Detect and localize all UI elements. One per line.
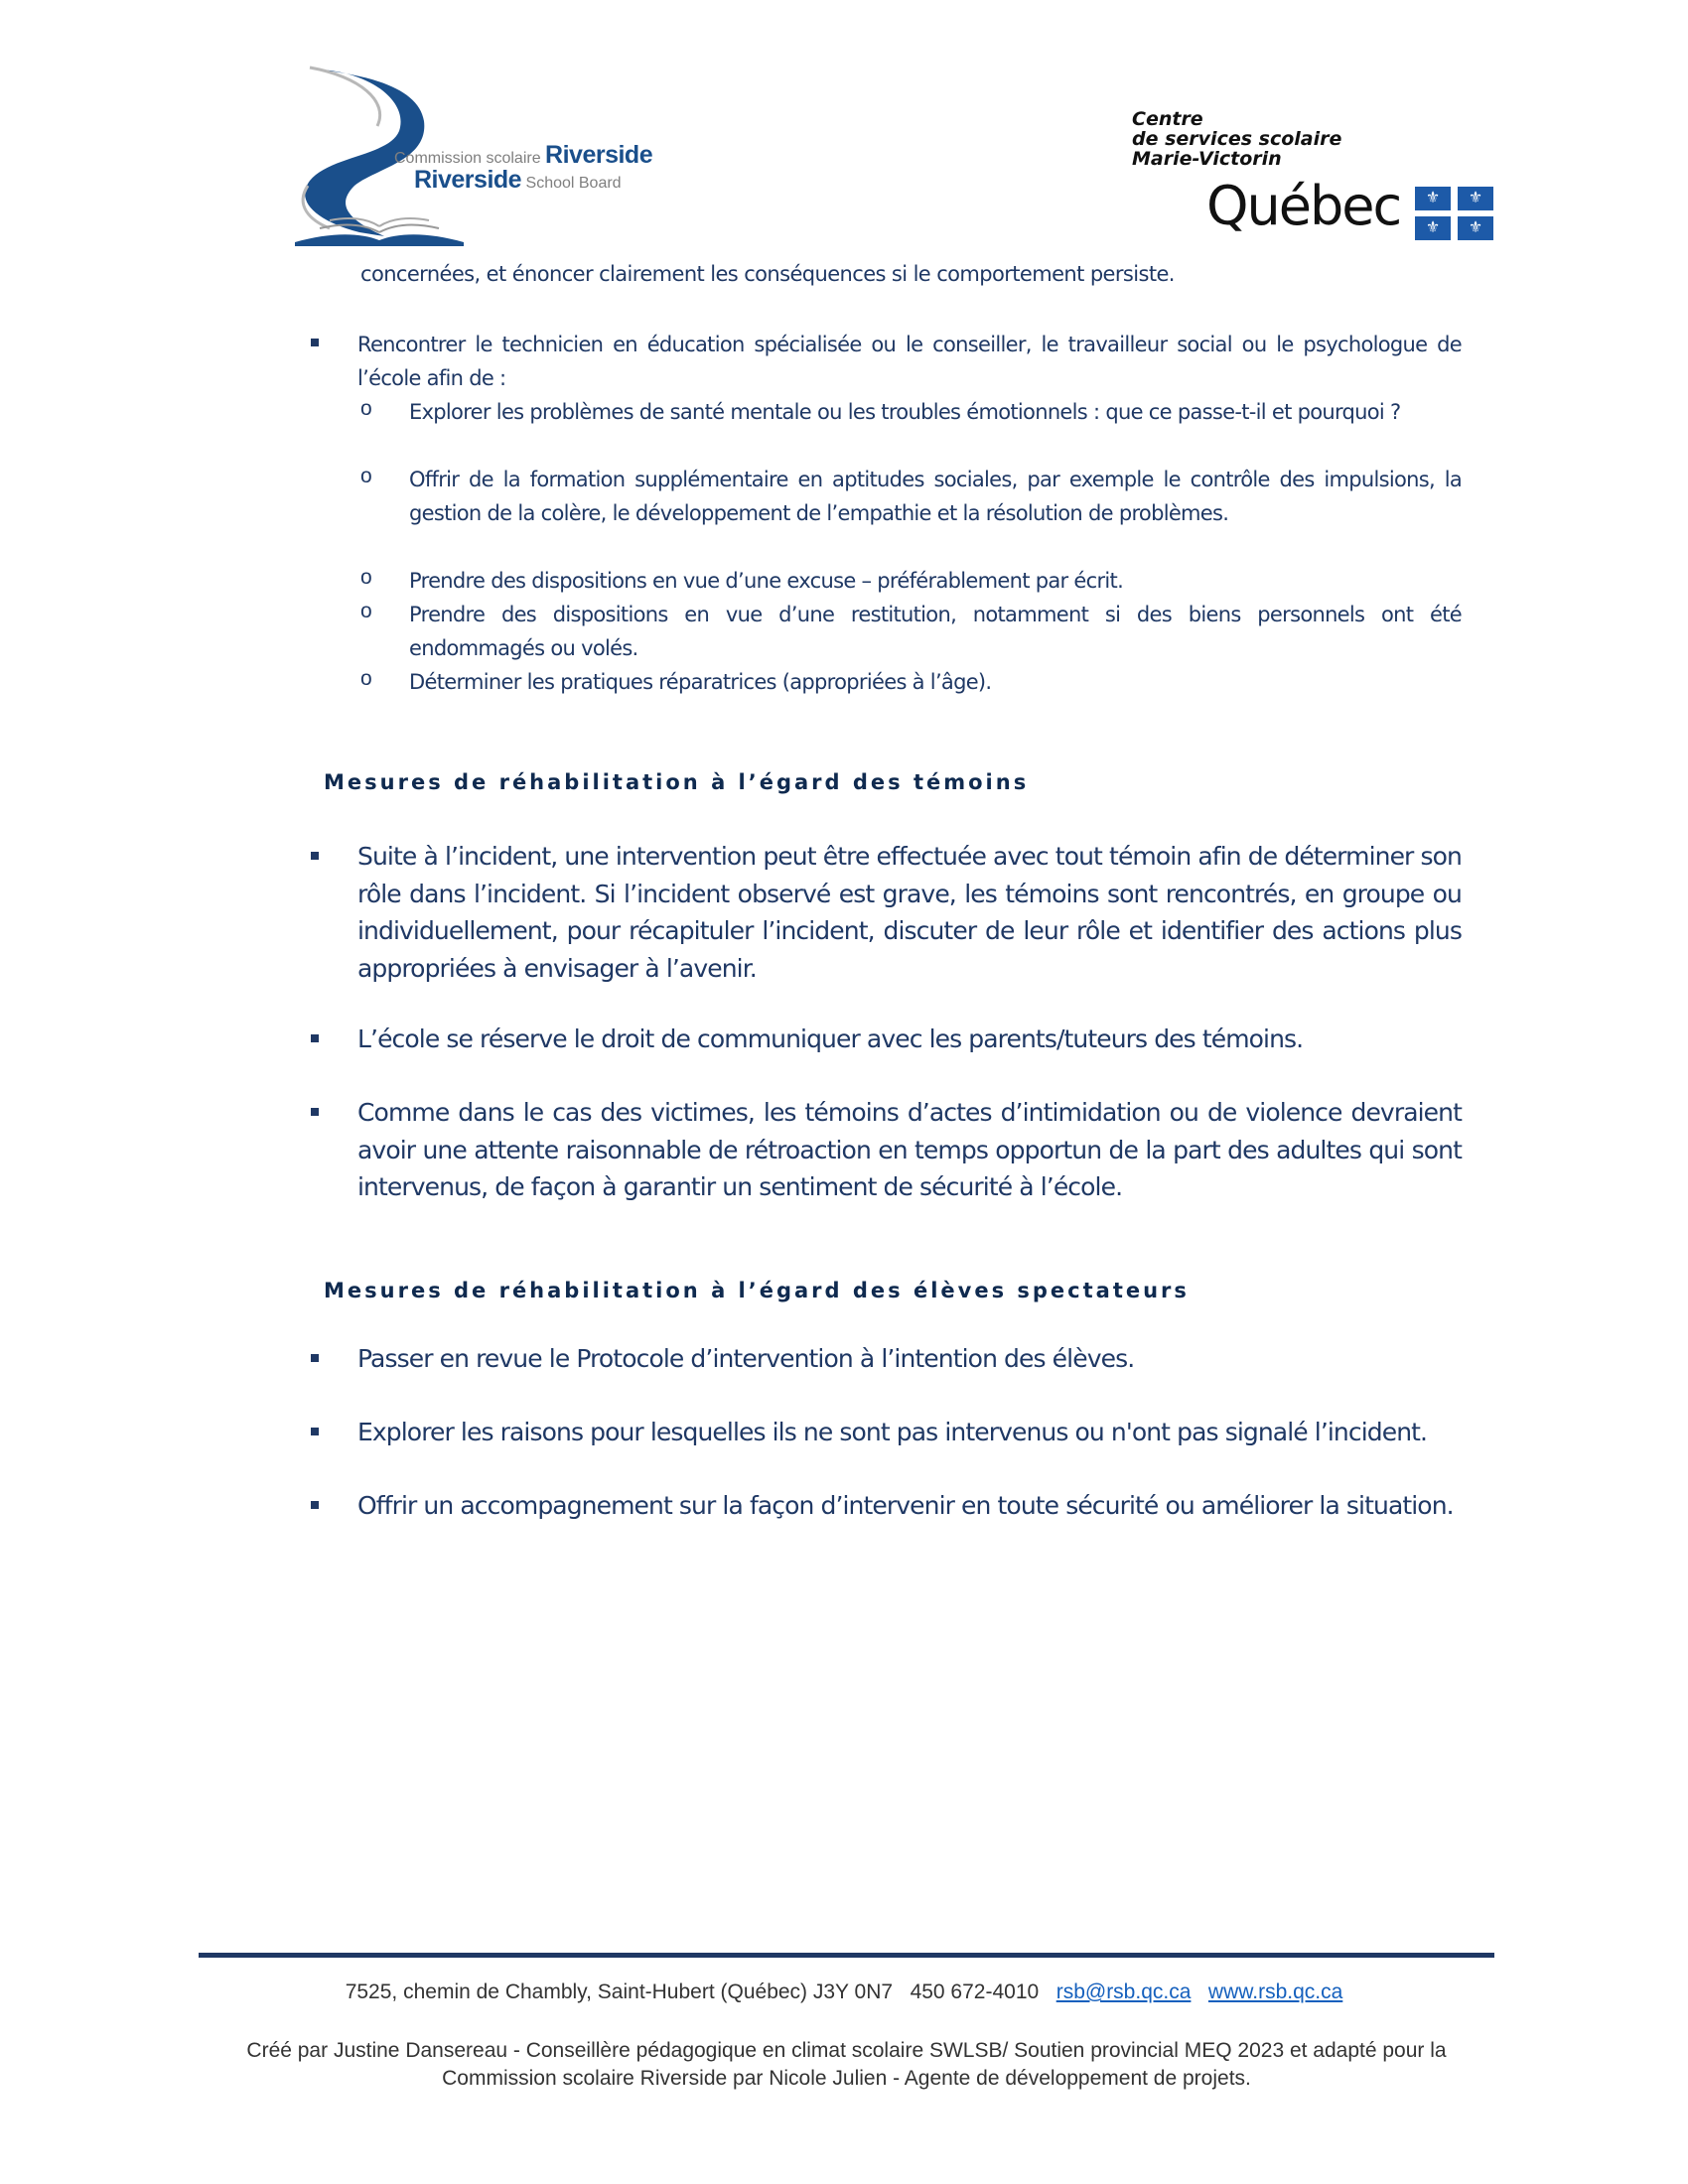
list-item-text: Explorer les raisons pour lesquelles ils ne sont pas intervenus ou n'ont pas signalé l’incident. — [357, 1418, 1428, 1446]
square-bullet-icon — [311, 1108, 319, 1116]
continuation-paragraph: concernées, et énoncer clairement les conséquences si le comportement persiste. — [360, 262, 1175, 286]
list-item-text: L’école se réserve le droit de communiquer avec les parents/tuteurs des témoins. — [357, 1024, 1304, 1053]
footer-contact-line — [0, 1980, 1688, 2004]
square-bullet-icon — [311, 1501, 319, 1509]
quebec-flag-icon — [1415, 179, 1494, 240]
logo-text-quebec: Québec — [1206, 175, 1401, 237]
section-heading-witnesses: Mesures de réhabilitation à l’égard des témoins — [324, 770, 1030, 794]
riverside-logo — [290, 62, 667, 250]
circle-bullet-icon: o — [360, 465, 372, 487]
circle-bullet-icon: o — [360, 667, 372, 690]
square-bullet-icon — [311, 1034, 319, 1042]
footer-website-link[interactable]: www.rsb.qc.ca — [1207, 1980, 1343, 2003]
logo-text-centre: Centre — [1132, 108, 1203, 130]
logo-text-riverside-en: Riverside — [414, 166, 522, 194]
quebec-css-logo — [1132, 109, 1509, 248]
logo-text-commission-scolaire: Commission scolaire — [394, 150, 541, 167]
footer-phone: 450 672-4010 — [910, 1980, 1040, 2003]
sub-list-item-text: Offrir de la formation supplémentaire en aptitudes sociales, par exemple le contrôle des impulsions, la gestion de la colère, le développement de l’empathie et la résolution de problèmes. — [409, 468, 1462, 525]
list-item-text: Suite à l’incident, une intervention peut être effectuée avec tout témoin afin de déterminer son rôle dans l’incident. Si l’incident observé est grave, les témoins sont rencontrés, en groupe ou individuellement, pour récapituler l’incident, discuter de leur rôle et identifier des actions plus appropriées à envisager à l’avenir. — [357, 842, 1462, 983]
fleur-de-lis-icon: ⚜ — [1458, 216, 1493, 240]
square-bullet-icon — [311, 1354, 319, 1362]
footer-credit: Créé par Justine Dansereau - Conseillère pédagogique en climat scolaire SWLSB/ Soutien provincial MEQ 2023 et adapté pour la Commission scolaire Riverside par Nicole Julien - Agente de développement de projets. — [246, 2039, 1447, 2090]
list-item-text: Offrir un accompagnement sur la façon d’intervenir en toute sécurité ou améliorer la situation. — [357, 1491, 1454, 1520]
fleur-de-lis-icon: ⚜ — [1458, 187, 1493, 210]
list-item-text: Comme dans le cas des victimes, les témoins d’actes d’intimidation ou de violence devraient avoir une attente raisonnable de rétroaction en temps opportun de la part des adultes qui sont intervenus, de façon à garantir un sentiment de sécurité à l’école. — [357, 1098, 1462, 1201]
section-heading-bystanders: Mesures de réhabilitation à l’égard des élèves spectateurs — [324, 1279, 1190, 1302]
circle-bullet-icon: o — [360, 397, 372, 420]
square-bullet-icon — [311, 852, 319, 860]
footer-divider — [199, 1953, 1494, 1958]
sub-list-item-text: Explorer les problèmes de santé mentale ou les troubles émotionnels : que ce passe-t-il et pourquoi ? — [409, 400, 1401, 424]
square-bullet-icon — [311, 1428, 319, 1435]
circle-bullet-icon: o — [360, 600, 372, 622]
list-item-text: Rencontrer le technicien en éducation spécialisée ou le conseiller, le travailleur social ou le psychologue de l’école afin de : — [357, 333, 1462, 390]
sub-list-item-text: Déterminer les pratiques réparatrices (appropriées à l’âge). — [409, 670, 992, 694]
footer-email-link[interactable]: rsb@rsb.qc.ca — [1055, 1980, 1192, 2003]
sub-list-item-text: Prendre des dispositions en vue d’une restitution, notamment si des biens personnels ont été endommagés ou volés. — [409, 603, 1462, 660]
square-bullet-icon — [311, 339, 319, 346]
sub-list-item-text: Prendre des dispositions en vue d’une excuse – préférablement par écrit. — [409, 569, 1124, 593]
logo-text-school-board: School Board — [525, 175, 622, 192]
circle-bullet-icon: o — [360, 566, 372, 589]
logo-text-de-services-scolaire: de services scolaire — [1132, 128, 1342, 150]
list-item-text: Passer en revue le Protocole d’intervention à l’intention des élèves. — [357, 1344, 1135, 1373]
fleur-de-lis-icon: ⚜ — [1415, 187, 1451, 210]
logo-text-marie-victorin: Marie-Victorin — [1132, 148, 1282, 170]
footer-address: 7525, chemin de Chambly, Saint-Hubert (Québec) J3Y 0N7 — [345, 1980, 894, 2003]
logo-text-riverside-fr: Riverside — [545, 141, 653, 169]
fleur-de-lis-icon: ⚜ — [1415, 216, 1451, 240]
